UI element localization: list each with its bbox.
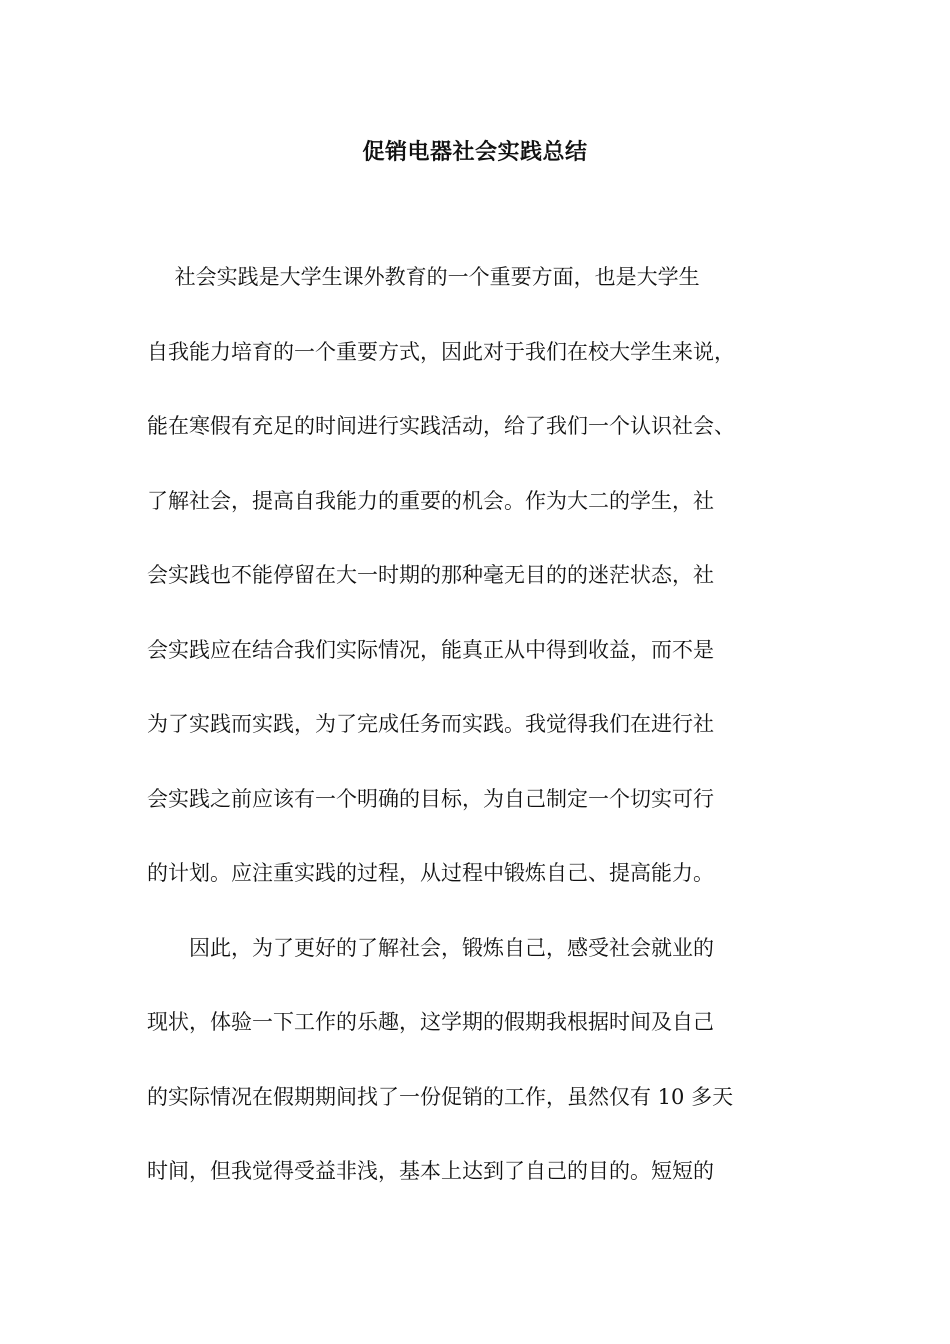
body-line: 了解社会，提高自我能力的重要的机会。作为大二的学生，社 <box>147 489 714 513</box>
body-line: 自我能力培育的一个重要方式，因此对于我们在校大学生来说， <box>147 340 735 364</box>
body-line: 会实践应在结合我们实际情况，能真正从中得到收益，而不是 <box>147 638 714 662</box>
body-line: 的实际情况在假期期间找了一份促销的工作，虽然仅有 10 多天 <box>147 1085 734 1109</box>
document-title: 促销电器社会实践总结 <box>362 139 588 165</box>
body-line: 会实践也不能停留在大一时期的那种毫无目的的迷茫状态，社 <box>147 563 714 587</box>
body-line: 会实践之前应该有一个明确的目标，为自己制定一个切实可行 <box>147 787 714 811</box>
body-line: 社会实践是大学生课外教育的一个重要方面，也是大学生 <box>147 265 700 289</box>
body-line: 能在寒假有充足的时间进行实践活动，给了我们一个认识社会、 <box>147 414 735 438</box>
body-line: 现状，体验一下工作的乐趣，这学期的假期我根据时间及自己 <box>147 1010 714 1034</box>
body-line: 为了实践而实践，为了完成任务而实践。我觉得我们在进行社 <box>147 712 714 736</box>
body-line: 因此，为了更好的了解社会，锻炼自己，感受社会就业的 <box>147 936 714 960</box>
body-line: 时间，但我觉得受益非浅，基本上达到了自己的目的。短短的 <box>147 1159 714 1183</box>
body-line: 的计划。应注重实践的过程，从过程中锻炼自己、提高能力。 <box>147 861 714 885</box>
